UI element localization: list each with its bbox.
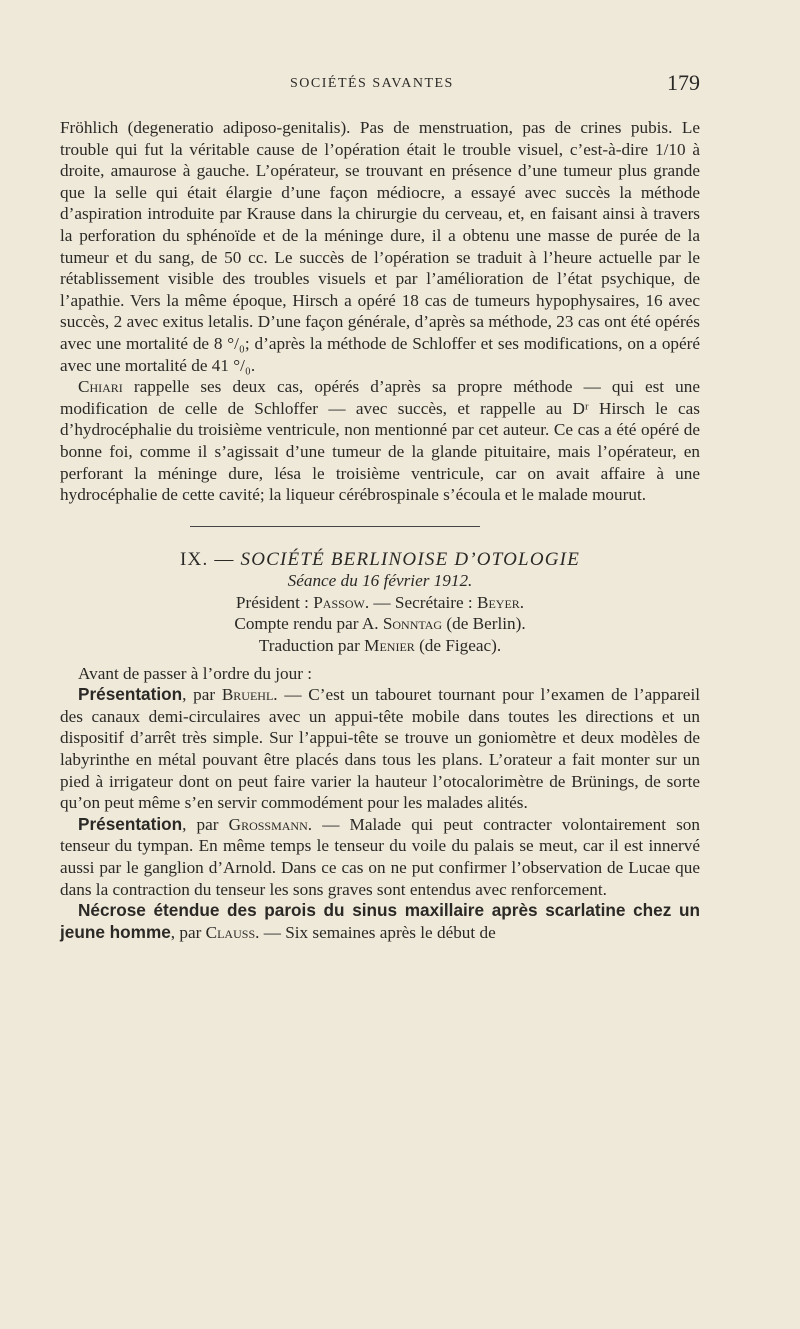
author-bruehl: Bruehl — [221, 685, 274, 705]
paragraph-chiari-text: rappelle ses deux cas, opérés d’après sa propre méthode — qui est une modification de celle de Schloffer — avec succès, et rappelle au Dʳ Hirsch le cas d’hydrocéphalie du troisième ventricule, non mentionné par cet auteur. Ce cas a été opéré de bonne foi, comme il s’agissait d’une tumeur de la glande pituitaire, mais l’opérateur, en perforant la méninge dure, lésa le troisième ventricule, car on avait affaire à une hydrocéphalie de cette cavité; la liqueur cérébrospinale s’écoula et le malade mourut. — [60, 377, 700, 505]
section-title — [60, 549, 700, 571]
by-label: , par — [182, 814, 229, 834]
president-line: Président : Passow. — Secrétaire : Beyer. — [235, 592, 525, 612]
by-label: , par — [170, 922, 206, 942]
translation-line — [60, 635, 700, 657]
report-line — [60, 613, 700, 635]
paragraph-chiari — [60, 376, 700, 506]
necrose-heading: Nécrose étendue des parois du sinus maxillaire après scarlatine chez un jeune homme — [60, 900, 700, 942]
president-label: Président : — [235, 592, 314, 612]
page-header — [60, 72, 700, 102]
page-number: 179 — [667, 70, 700, 95]
reporter-name: Sonntag — [382, 614, 443, 634]
report-suffix: (de Berlin). — [442, 614, 526, 634]
presentation-bruehl-text: . — C’est un tabouret tournant pour l’examen de l’appareil des canaux demi-circulaires avec un appui-tête mobile dans toutes les directions et un dispositif d’arrêt très simple. Sur l’appui-tête se trouve un goniomètre et deux modèles de labyrinthe en métal pouvant être placés dans tous les plans. L’orateur a fait monter sur un pied à irrigateur dont on peut faire varier la hauteur l’otocalorimètre de Brünings, de sorte qu’on peut même s’en servir commodément pour les malades alités. — [60, 685, 700, 813]
necrose-text: . — Six semaines après le début de — [255, 922, 496, 942]
by-label: , par — [182, 685, 222, 705]
president-name: Passow — [313, 592, 365, 612]
report-label: Compte rendu par A. — [234, 614, 383, 634]
translation-label: Traduction par — [258, 636, 365, 656]
running-title: SOCIÉTÉS SAVANTES — [290, 76, 454, 91]
secretary-name: Beyer — [476, 592, 520, 612]
paragraph-presentation-grossmann — [60, 814, 700, 900]
author-chiari: Chiari — [78, 377, 123, 397]
paragraph-frohlich — [60, 117, 700, 376]
translator-name: Menier — [364, 636, 415, 656]
presentation-heading: Présentation — [78, 684, 183, 705]
paragraph-necrose — [60, 900, 700, 943]
presentation-heading: Présentation — [78, 813, 183, 834]
section-number: IX. — — [180, 548, 241, 570]
paragraph-frohlich-text: Fröhlich (degeneratio adiposo-genitalis). Pas de menstruation, pas de crines pubis. Le trouble qui fut la véritable cause de l’opération était le trouble visuel, c’est-à-dire 1/10 à droite, amaurose à gauche. L’opérateur, se trouvant en présence d’une tumeur plus grande que la selle qui était élargie d’une façon médiocre, a essayé avec succès la méthode d’aspiration introduite par Krause dans la chirurgie du cerveau, et, en faisant ainsi à travers la perforation du sphénoïde et de la méninge dure, il a obtenu une masse de purée de la tumeur et du sang, de 50 cc. Le succès de l’opération se traduit à l’heure actuelle par le rétablissement visible des troubles visuels et par l’amélioration de l’état psychique, de l’apathie. Vers la même époque, Hirsch a opéré 18 cas de tumeurs hypophysaires, 16 avec succès, 2 avec exitus letalis. D’une façon générale, d’après sa méthode, 23 cas ont été opérés avec une mortalité de 8 °/₀; d’après la méthode de Schloffer et ses modifications, on a opéré avec une mortalité de 41 °/₀. — [60, 118, 700, 375]
section-divider — [190, 526, 480, 527]
author-clauss: Clauss — [205, 922, 256, 942]
intro-line: Avant de passer à l’ordre du jour : — [78, 663, 313, 683]
author-grossmann: Grossmann — [228, 814, 308, 834]
section-heading — [60, 549, 700, 657]
body-text — [60, 117, 700, 943]
presentation-grossmann-text: . — Malade qui peut contracter volontairement son tenseur du tympan. En même temps le tenseur du voile du palais se meut, car il est innervé aussi par le ganglion d’Arnold. Dans ce cas on ne put confirmer l’observation de Lucae que dans la contraction du tenseur les sons graves sont entendus avec renforcement. — [60, 814, 700, 899]
seance-date: Séance du 16 février 1912. — [287, 571, 473, 591]
translation-suffix: (de Figeac). — [414, 636, 502, 656]
secretary-label: . — Secrétaire : — [364, 592, 477, 612]
section-title-text: SOCIÉTÉ BERLINOISE D’OTOLOGIE — [240, 548, 580, 570]
paragraph-presentation-bruehl — [60, 684, 700, 814]
